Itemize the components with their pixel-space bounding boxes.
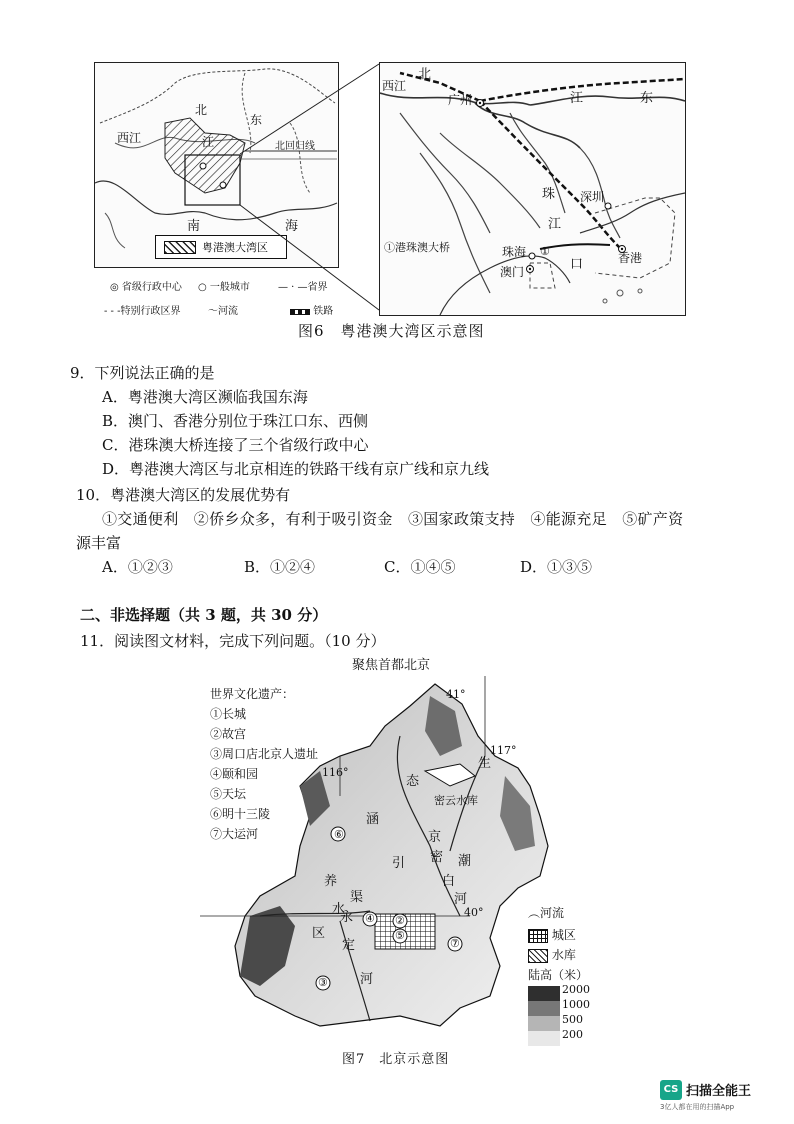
- map-label-he: 河: [454, 892, 468, 907]
- q9-option-c: C．港珠澳大桥连接了三个省级行政中心: [102, 436, 369, 454]
- marker-7: ⑦: [450, 937, 460, 950]
- marker-6: ⑥: [334, 828, 344, 841]
- elevation-labels: 2000 1000 500 200: [562, 983, 590, 1041]
- q10-option-c: C．①④⑤: [384, 558, 456, 576]
- label-bridge-num: ①: [540, 245, 550, 258]
- legend-sar-border: - - -特别行政区界: [104, 306, 181, 317]
- map-label-qu: 区: [312, 926, 326, 941]
- q10-option-d: D．①③⑤: [520, 558, 593, 576]
- heritage-item: ⑥明十三陵: [210, 807, 271, 821]
- q10-items-line1: ①交通便利 ②侨乡众多，有利于吸引资金 ③国家政策支持 ④能源充足 ⑤矿产资: [102, 510, 684, 528]
- q10-items-line2: 源丰富: [76, 534, 122, 552]
- map-label-jing: 京: [428, 830, 442, 845]
- map-label-sheng: 生: [478, 756, 492, 771]
- marker-5: ⑤: [395, 929, 405, 942]
- sar-border-icon: - - -: [104, 306, 121, 317]
- marker-2: ②: [395, 914, 405, 927]
- legend-capital: ◎ 省级行政中心: [110, 282, 182, 293]
- label-east: 东: [640, 91, 654, 106]
- label-shenzhen: 深圳: [580, 190, 605, 204]
- reservoir-icon: [528, 949, 548, 963]
- q10-stem: 10．粤港澳大湾区的发展优势有: [76, 486, 291, 504]
- map-label-yongding: 永: [340, 910, 354, 925]
- legend-map-river: ︵河流: [528, 906, 565, 920]
- heritage-title: 世界文化遗产：: [210, 687, 295, 701]
- railway-icon: [290, 309, 310, 315]
- label-hongkong: 香港: [618, 251, 643, 265]
- cs-logo-icon: CS: [660, 1080, 682, 1100]
- city-icon: ○: [198, 282, 207, 293]
- label-south: 南: [187, 219, 201, 234]
- legend-elev-title: 陆高（米）: [528, 968, 589, 982]
- map-label-miyun-reservoir: 密云水库: [434, 794, 478, 807]
- fig6-right-map: [379, 62, 686, 316]
- heritage-item: ⑤天坛: [210, 787, 247, 801]
- marker-4: ④: [365, 912, 375, 925]
- heritage-item: ④颐和园: [210, 767, 259, 781]
- elevation-scale: [528, 986, 560, 1046]
- capital-icon: ◎: [110, 282, 119, 293]
- q9-option-d: D．粤港澳大湾区与北京相连的铁路干线有京广线和京九线: [102, 460, 490, 478]
- lat-41: 41°: [446, 688, 466, 701]
- river-icon: 〜: [208, 306, 218, 317]
- brand-name: 扫描全能王: [686, 1084, 752, 1099]
- map-label-yang: 养: [324, 874, 338, 889]
- label-west-river: 西江: [117, 131, 142, 145]
- brand-sub: 3亿人都在用的扫描App: [660, 1103, 735, 1111]
- label-north: 北: [418, 67, 432, 82]
- label-west-river: 西江: [382, 79, 407, 93]
- map-label-bai: 白: [442, 874, 456, 889]
- map-label-shui: 水: [332, 902, 346, 917]
- heritage-item: ②故宫: [210, 727, 247, 741]
- legend-bay-area: 粤港澳大湾区: [202, 241, 268, 254]
- lat-40: 40°: [464, 906, 484, 919]
- label-river: 江: [570, 91, 584, 106]
- fig7-heritage-list: [210, 684, 318, 844]
- label-sea: 海: [285, 219, 299, 234]
- lon-116: 116°: [322, 766, 349, 779]
- q9-option-a: A．粤港澳大湾区濒临我国东海: [102, 388, 308, 406]
- heritage-item: ③周口店北京人遗址: [210, 747, 319, 761]
- label-bridge-note: ①港珠澳大桥: [384, 241, 450, 254]
- label-river: 江: [202, 135, 215, 149]
- legend-river: 〜河流: [208, 306, 238, 317]
- river-icon: ︵: [528, 906, 541, 920]
- map-label-yin: 引: [392, 856, 406, 871]
- label-railway-line: 北回归线: [275, 141, 315, 152]
- heritage-item: ①长城: [210, 707, 247, 721]
- map-label-han: 涵: [366, 812, 380, 827]
- province-border-icon: — · —: [278, 282, 308, 293]
- q10-option-b: B．①②④: [244, 558, 316, 576]
- label-jiang: 江: [548, 217, 562, 232]
- map-label-chao: 潮: [458, 854, 472, 869]
- map-label-he2: 河: [360, 972, 374, 987]
- q9-option-b: B．澳门、香港分别位于珠江口东、西侧: [102, 412, 369, 430]
- section2-title: 二、非选择题（共 3 题，共 30 分）: [80, 606, 328, 624]
- legend-map-city: 城区: [528, 926, 576, 943]
- label-north: 北: [195, 103, 208, 117]
- q11-stem: 11．阅读图文材料，完成下列问题。（10 分）: [80, 632, 386, 650]
- label-zhuhai: 珠海: [502, 245, 527, 259]
- label-kou: 口: [570, 257, 584, 272]
- map-label-mi: 密: [430, 850, 444, 865]
- label-macau: 澳门: [500, 265, 525, 279]
- lon-117: 117°: [490, 744, 517, 757]
- legend-province-border: — · —省界: [278, 282, 328, 293]
- label-guangzhou: 广州: [448, 93, 473, 107]
- legend-map-reservoir: 水库: [528, 946, 576, 963]
- label-zhu: 珠: [542, 187, 556, 202]
- marker-3: ③: [318, 976, 328, 989]
- map-label-ding: 定: [342, 938, 356, 953]
- q9-stem: 9．下列说法正确的是: [70, 364, 215, 382]
- map-label-qu2: 渠: [350, 890, 364, 905]
- q10-option-a: A．①②③: [102, 558, 173, 576]
- legend-railway: 铁路: [290, 302, 333, 317]
- scanner-watermark: [660, 1078, 780, 1114]
- fig7-map-title: 聚焦首都北京: [352, 658, 431, 673]
- fig6-caption: 图6 粤港澳大湾区示意图: [298, 322, 485, 340]
- city-grid-icon: [528, 929, 548, 943]
- map-label-tai: 态: [406, 774, 420, 789]
- legend-city: ○ 一般城市: [198, 282, 250, 293]
- label-east: 东: [250, 113, 263, 127]
- fig7-caption: 图7 北京示意图: [342, 1052, 450, 1067]
- heritage-item: ⑦大运河: [210, 827, 259, 841]
